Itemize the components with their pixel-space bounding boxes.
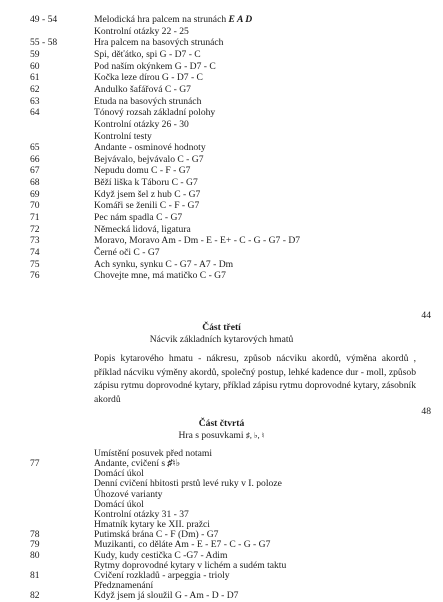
item-title bbox=[94, 96, 201, 108]
item-number: 67 bbox=[30, 165, 40, 177]
item-title-text: Kontrolní testy bbox=[94, 130, 152, 142]
list-item bbox=[0, 154, 443, 166]
item-number: 78 bbox=[30, 529, 40, 541]
item-number: 81 bbox=[30, 569, 40, 581]
item-title bbox=[94, 14, 252, 26]
item-title bbox=[94, 177, 198, 189]
item-number: 63 bbox=[30, 95, 40, 107]
list-item bbox=[0, 270, 443, 282]
item-title-text: Putimská brána C - F (Dm) - G7 bbox=[94, 529, 219, 541]
item-title-text: Domácí úkol bbox=[94, 498, 144, 510]
list-item bbox=[0, 259, 443, 271]
item-number: 64 bbox=[30, 107, 40, 119]
item-title-text: Předznamenání bbox=[94, 579, 154, 591]
item-title-text: Andante - osminové hodnoty bbox=[94, 142, 206, 154]
list-item bbox=[0, 212, 443, 224]
item-title bbox=[94, 72, 203, 84]
item-title-text: Kontrolní otázky 26 - 30 bbox=[94, 118, 189, 130]
item-title bbox=[94, 189, 200, 201]
item-title-text: Kontrolní otázky 31 - 37 bbox=[94, 508, 189, 520]
item-title bbox=[94, 61, 216, 73]
item-title-text: Německá lidová, ligatura bbox=[94, 223, 191, 235]
part-four-heading: Část čtvrtá bbox=[198, 418, 245, 429]
item-accent: ♯♮♭ bbox=[167, 458, 181, 470]
item-title bbox=[94, 49, 201, 61]
item-title-text: Kočka leze dírou G - D7 - C bbox=[94, 72, 203, 84]
item-title-text: Když jsem já sloužil G - Am - D - D7 bbox=[94, 590, 239, 602]
item-title bbox=[94, 590, 238, 602]
page-number: 48 bbox=[421, 406, 431, 417]
item-title-text: Cvičení rozkladů - arpeggia - trioly bbox=[94, 569, 230, 581]
item-title-text: Andulko šafářová C - G7 bbox=[94, 83, 191, 95]
list-item bbox=[0, 131, 443, 143]
part-three-heading: Část třetí bbox=[202, 322, 241, 333]
list-item bbox=[0, 61, 443, 73]
item-number: 72 bbox=[30, 223, 40, 235]
item-number: 59 bbox=[30, 48, 40, 60]
item-title-text: Tónový rozsah základní polohy bbox=[94, 107, 216, 119]
part-three-description: Popis kytarového hmatu - nákresu, způsob nácviku akordů, výměna akordů , příklad nácviku výměny akordů, společný postup, lehké kadence dur - moll, způsob zápisu rytmu doprovodné kytary, příklad zápisu rytmu doprovodné kytary, zásobník akordů bbox=[94, 353, 416, 405]
item-number: 62 bbox=[30, 83, 40, 95]
item-number: 61 bbox=[30, 72, 40, 84]
item-title bbox=[94, 26, 189, 38]
item-title bbox=[94, 270, 226, 282]
part-four-subtitle bbox=[0, 430, 443, 442]
item-title-text: Komáři se ženili C - F - G7 bbox=[94, 200, 200, 212]
item-number: 65 bbox=[30, 142, 40, 154]
item-number: 71 bbox=[30, 212, 40, 224]
list-item bbox=[0, 235, 443, 247]
item-title bbox=[94, 259, 233, 271]
item-title bbox=[94, 142, 206, 154]
item-number: 60 bbox=[30, 60, 40, 72]
list-item bbox=[0, 107, 443, 119]
item-title-text: Domácí úkol bbox=[94, 468, 144, 480]
item-title bbox=[94, 235, 300, 247]
item-title-text: Když jsem šel z hub C - G7 bbox=[94, 188, 201, 200]
item-title-text: Pec nám spadla C - G7 bbox=[94, 212, 183, 224]
item-title-text: Kontrolní otázky 22 - 25 bbox=[94, 25, 189, 37]
part-three-subtitle: Nácvik základních kytarových hmatů bbox=[149, 334, 294, 345]
item-number: 75 bbox=[30, 258, 40, 270]
item-number: 69 bbox=[30, 188, 40, 200]
item-title-text: Bejvávalo, bejvávalo C - G7 bbox=[94, 153, 204, 165]
list-item bbox=[0, 72, 443, 84]
item-number: 80 bbox=[30, 549, 40, 561]
item-title-text: Moravo, Moravo Am - Dm - E - E+ - C - G - G7 - D7 bbox=[94, 235, 301, 247]
item-title-text: Denní cvičení hbitosti prstů levé ruky v I. poloze bbox=[94, 478, 282, 490]
list-item bbox=[0, 14, 443, 26]
item-title-text: Rytmy doprovodné kytary v lichém a sudém taktu bbox=[94, 559, 287, 571]
item-title-text: Spi, děťátko, spi G - D7 - C bbox=[94, 48, 201, 60]
item-title-text: Úhozové varianty bbox=[94, 488, 163, 500]
list-item bbox=[0, 119, 443, 131]
item-title bbox=[94, 247, 160, 259]
item-title-text: Melodická hra palcem na strunách bbox=[94, 14, 229, 25]
item-title-text: Etuda na basových strunách bbox=[94, 95, 202, 107]
list-item bbox=[0, 96, 443, 108]
item-title bbox=[94, 107, 215, 119]
list-item bbox=[0, 224, 443, 236]
list-item bbox=[0, 26, 443, 38]
list-item bbox=[0, 165, 443, 177]
item-title-text: Kudy, kudy cestička C -G7 - Adim bbox=[94, 549, 228, 561]
item-number: 74 bbox=[30, 247, 40, 258]
item-title-text: Černé oči C - G7 bbox=[94, 247, 160, 258]
item-title bbox=[94, 37, 223, 49]
item-number: 77 bbox=[30, 458, 40, 470]
page-number: 44 bbox=[421, 310, 431, 321]
list-item bbox=[0, 49, 443, 61]
item-number: 76 bbox=[30, 270, 40, 282]
item-title-text: Andante, cvičení s bbox=[94, 458, 168, 470]
item-title bbox=[94, 154, 204, 166]
list-item bbox=[0, 200, 443, 212]
list-item bbox=[0, 247, 443, 259]
list-item bbox=[0, 37, 443, 49]
item-number: 82 bbox=[30, 590, 40, 602]
item-title-text: Nepudu domu C - F - G7 bbox=[94, 165, 191, 177]
item-number: 79 bbox=[30, 539, 40, 551]
accidental-symbols: ♯, ♭, ♮ bbox=[245, 431, 265, 440]
item-title bbox=[94, 200, 199, 212]
list-item bbox=[0, 590, 443, 602]
item-title bbox=[94, 212, 182, 224]
item-number: 66 bbox=[30, 153, 40, 165]
item-title bbox=[94, 224, 191, 236]
part-four-subtitle-text: Hra s posuvkami bbox=[178, 430, 246, 441]
item-number: 73 bbox=[30, 235, 40, 247]
item-title-text: Muzikanti, co děláte Am - E - E7 - C - G - G7 bbox=[94, 539, 271, 551]
item-title bbox=[94, 84, 191, 96]
list-item bbox=[0, 177, 443, 189]
item-title-text: Ach synku, synku C - G7 - A7 - Dm bbox=[94, 258, 234, 270]
item-accent: E A D bbox=[228, 14, 253, 25]
item-title-text: Pod naším okýnkem G - D7 - C bbox=[94, 60, 216, 72]
item-title-text: Běží liška k Táboru C - G7 bbox=[94, 177, 198, 189]
list-item bbox=[0, 142, 443, 154]
item-title bbox=[94, 165, 190, 177]
page-number-44-row bbox=[0, 310, 443, 322]
item-number: 49 - 54 bbox=[30, 14, 58, 25]
item-number: 70 bbox=[30, 200, 40, 212]
item-title-text: Hmatník kytary ke XII. pražci bbox=[94, 519, 210, 531]
item-title bbox=[94, 131, 152, 143]
item-title-text: Chovejte mne, má matičko C - G7 bbox=[94, 270, 226, 282]
item-title-text: Umístění posuvek před notami bbox=[94, 448, 213, 459]
item-number: 55 - 58 bbox=[30, 37, 58, 49]
item-title-text: Hra palcem na basových strunách bbox=[94, 37, 224, 49]
list-item bbox=[0, 189, 443, 201]
page-number-48-row bbox=[0, 406, 443, 418]
list-item bbox=[0, 84, 443, 96]
item-title bbox=[94, 119, 189, 131]
item-number: 68 bbox=[30, 177, 40, 189]
